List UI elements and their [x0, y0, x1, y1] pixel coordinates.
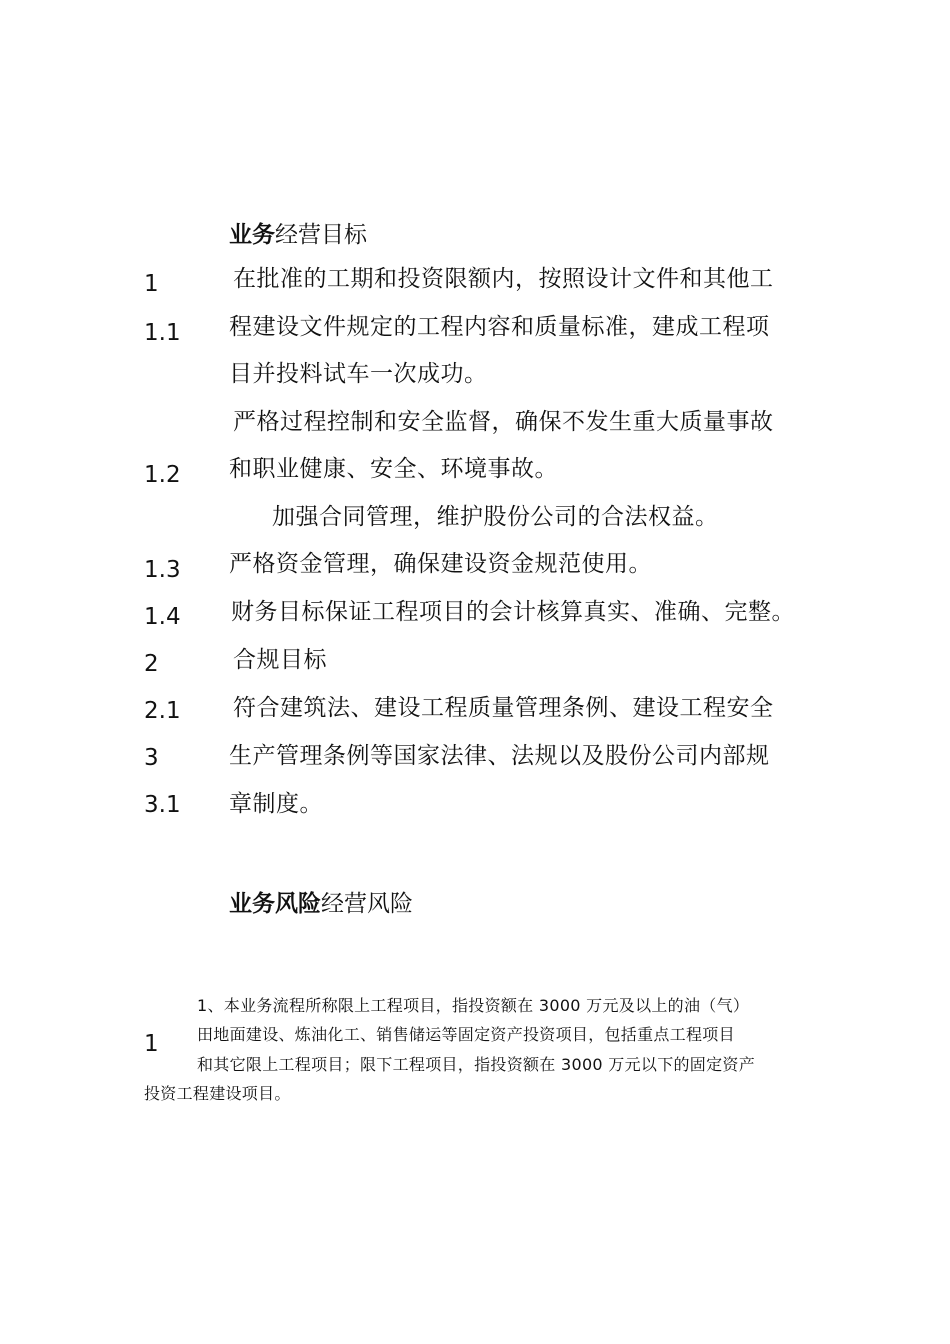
body-line-11: 生产管理条例等国家法律、法规以及股份公司内部规: [229, 743, 770, 769]
body-line-2: 程建设文件规定的工程内容和质量标准，建成工程项: [229, 314, 770, 340]
body-line-1: 在批准的工期和投资限额内，按照设计文件和其他工: [233, 266, 774, 292]
body-line-9: 合规目标: [233, 647, 327, 673]
footnote-line-2: 田地面建设、炼油化工、销售储运等固定资产投资项目，包括重点工程项目: [197, 1025, 735, 1044]
item-number-3: 3: [144, 745, 159, 771]
section-heading-business-risks: [229, 885, 413, 918]
body-line-4: 严格过程控制和安全监督，确保不发生重大质量事故: [233, 409, 774, 435]
item-number-1: 1: [144, 271, 159, 297]
item-number-1-4: 1.4: [144, 604, 181, 630]
heading-rest-part: 经营风险: [321, 891, 413, 917]
item-number-1-2: 1.2: [144, 462, 181, 488]
body-line-6: 加强合同管理，维护股份公司的合法权益。: [272, 504, 719, 530]
body-line-5: 和职业健康、安全、环境事故。: [229, 456, 558, 482]
item-number-1-3: 1.3: [144, 557, 181, 583]
footnote-line-4: 投资工程建设项目。: [144, 1084, 291, 1103]
item-number-1-1: 1.1: [144, 320, 181, 346]
footnote-line-1: 1、本业务流程所称限上工程项目，指投资额在 3000 万元及以上的油（气）: [197, 996, 750, 1015]
item-number-3-1: 3.1: [144, 792, 181, 818]
heading-rest-part: 经营目标: [275, 222, 367, 248]
body-line-8: 财务目标保证工程项目的会计核算真实、准确、完整。: [231, 599, 795, 625]
heading-bold-part: 业务: [229, 222, 275, 248]
section-heading-business-goals: [229, 216, 367, 249]
heading-bold-part: 业务风险: [229, 891, 321, 917]
body-line-12: 章制度。: [229, 791, 323, 817]
body-line-3: 目并投料试车一次成功。: [229, 361, 488, 387]
item-number-2: 2: [144, 651, 159, 677]
body-line-7: 严格资金管理，确保建设资金规范使用。: [229, 551, 652, 577]
body-line-10: 符合建筑法、建设工程质量管理条例、建设工程安全: [233, 695, 774, 721]
footnote-line-3: 和其它限上工程项目；限下工程项目，指投资额在 3000 万元以下的固定资产: [197, 1055, 755, 1074]
item-number-2-1: 2.1: [144, 698, 181, 724]
footnote-number: 1: [144, 1031, 159, 1057]
